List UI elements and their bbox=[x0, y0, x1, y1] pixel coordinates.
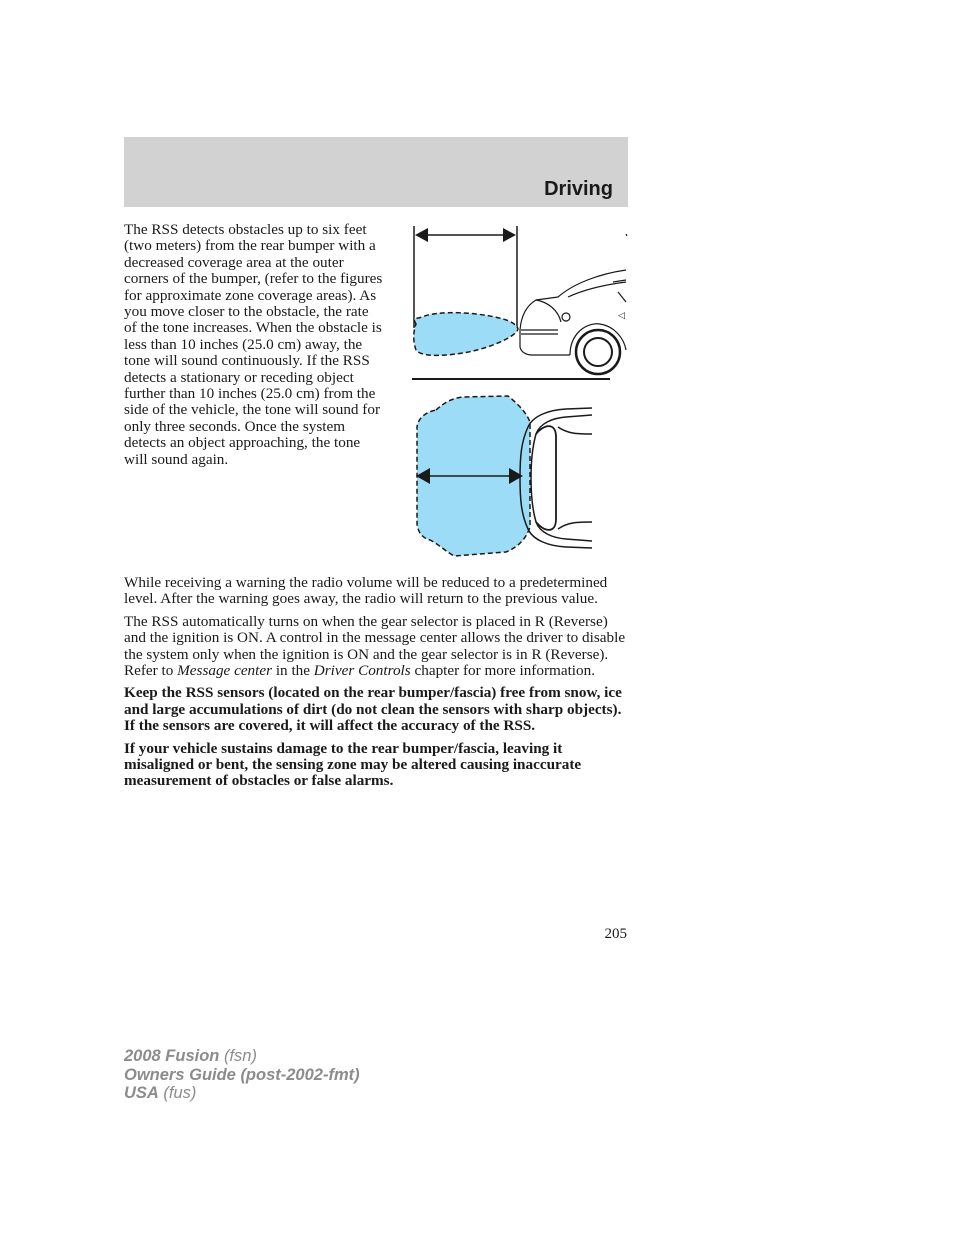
intro-paragraph: The RSS detects obstacles up to six feet (two meters) from the rear bumper with a decreased coverage area at the outer corners of the bumper, (refer to the figures for approximate zone coverage areas). As you move closer to the obstacle, the rate of the tone increases. When the obstacle is less than 10 inches (25.0 cm) away, the tone will sound continuously. If the RSS detects a stationary or receding object further than 10 inches (25.0 cm) from the side of the vehicle, the tone will sound for only three seconds. Once the system detects an object approaching, the tone will sound again. bbox=[124, 221, 383, 468]
auto-on-paragraph bbox=[124, 614, 628, 680]
section-header-band bbox=[124, 137, 628, 207]
rss-coverage-diagram bbox=[408, 222, 630, 562]
footer-market-code: (fus) bbox=[158, 1084, 197, 1102]
footer-market: USA bbox=[124, 1084, 159, 1102]
page-number: 205 bbox=[604, 926, 627, 942]
footer-line-market bbox=[124, 1084, 360, 1103]
body-content bbox=[124, 575, 628, 796]
driver-controls-reference: Driver Controls bbox=[313, 662, 411, 680]
bumper-damage-warning: If your vehicle sustains damage to the rear bumper/fascia, leaving it misaligned or bent, the sensing zone may be altered causing inaccurate measurement of obstacles or false alarms. bbox=[124, 739, 582, 790]
rear-car-side-view-icon bbox=[520, 234, 627, 374]
footer-line-guide bbox=[124, 1066, 360, 1085]
sensor-care-warning: Keep the RSS sensors (located on the rear bumper/fascia) free from snow, ice and large accumulations of dirt (do not clean the sensors with sharp objects). If the sensors are covered, it will affect the accuracy of the RSS. bbox=[124, 684, 622, 735]
auto-on-text-3: chapter for more information. bbox=[410, 662, 595, 680]
footer-guide: Owners Guide (post-2002-fmt) bbox=[124, 1065, 360, 1084]
document-footer bbox=[124, 1047, 360, 1103]
section-title: Driving bbox=[544, 178, 613, 200]
radio-volume-paragraph: While receiving a warning the radio volume will be reduced to a predetermined level. After the warning goes away, the radio will return to the previous value. bbox=[124, 574, 608, 608]
footer-model-code: (fsn) bbox=[219, 1047, 257, 1065]
top-view-figure bbox=[416, 396, 592, 556]
footer-line-model bbox=[124, 1047, 360, 1066]
side-coverage-zone bbox=[414, 313, 518, 356]
svg-text:◁: ◁ bbox=[618, 311, 625, 321]
rear-car-top-view-icon bbox=[520, 408, 592, 548]
range-arrow bbox=[415, 228, 516, 242]
auto-on-text-2: in the bbox=[272, 662, 314, 680]
side-view-figure bbox=[412, 226, 627, 379]
message-center-reference: Message center bbox=[177, 662, 273, 680]
auto-on-text-1: The RSS automatically turns on when the gear selector is placed in R (Reverse) and the ignition is ON. A control in the message center allows the driver to disable the system only when the ignition is ON and the gear selector is in R (Reverse). Refer to bbox=[124, 612, 626, 680]
footer-model: 2008 Fusion bbox=[124, 1047, 220, 1065]
